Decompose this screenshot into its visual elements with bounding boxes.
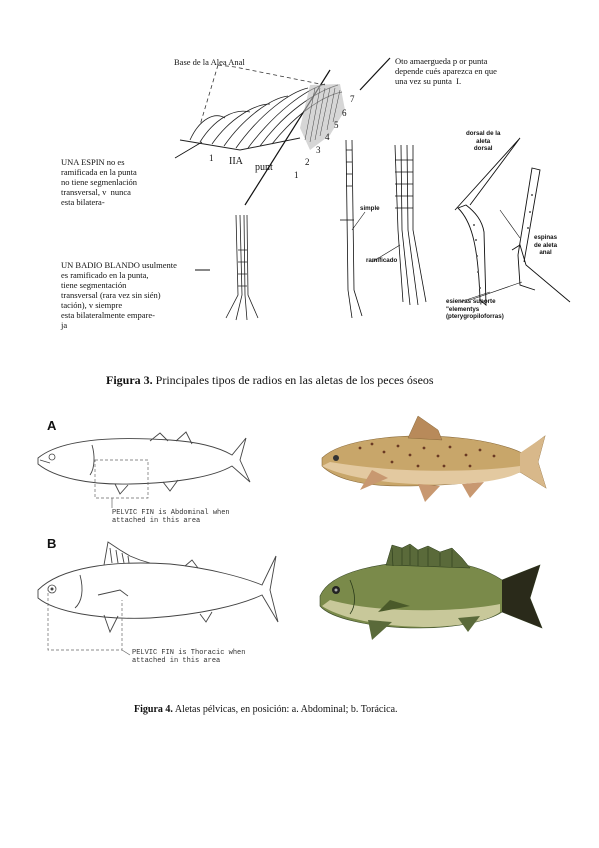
fish-a-eye bbox=[49, 454, 55, 460]
dorsal-label: dorsal de la aleta dorsal bbox=[466, 130, 501, 152]
panel-label-b: B bbox=[47, 536, 57, 551]
pelvic-fin-note-b: PELVIC FIN is Thoracic when attached in this area bbox=[132, 649, 246, 665]
simple-label: simple bbox=[360, 205, 380, 212]
ray-number-6: 6 bbox=[342, 108, 347, 118]
ray-number-7: 7 bbox=[350, 94, 355, 104]
ray-label-punt: punt bbox=[255, 162, 273, 173]
figure-4-caption-label: Figura 4. bbox=[134, 704, 173, 715]
fish-outline-a bbox=[38, 432, 250, 494]
fish-outline-b bbox=[38, 542, 278, 632]
figure-4-caption bbox=[134, 704, 398, 715]
oto-note: Oto amaergueda p or punta depende cués aparezca en que una vez su punta I. bbox=[395, 56, 497, 86]
ray-number-2: 2 bbox=[305, 157, 310, 167]
figure-3-caption-label: Figura 3. bbox=[106, 373, 153, 387]
ray-label-iia: IIA bbox=[229, 156, 243, 167]
ray-number-4: 4 bbox=[325, 132, 330, 142]
pelvic-fin-note-a: PELVIC FIN is Abdominal when attached in this area bbox=[112, 509, 230, 525]
ray-label-1: 1 bbox=[209, 153, 214, 163]
ray-number-5: 5 bbox=[334, 120, 339, 130]
panel-label-a: A bbox=[47, 418, 57, 433]
espin-note: UNA ESPIN no es ramificada en la punta no tiene segmenlación transversal, v nunca esta bilatera- bbox=[61, 157, 138, 207]
ramificado-label: ramificado bbox=[366, 257, 398, 264]
base-label: Base de la Alea Anal bbox=[174, 57, 245, 67]
figure-4-caption-text: Aletas pélvicas, en posición: a. Abdominal; b. Torácica. bbox=[172, 704, 398, 715]
pelvic-area-b bbox=[48, 588, 122, 650]
ray-number-3: 3 bbox=[316, 145, 321, 155]
trout-illustration bbox=[322, 416, 546, 502]
soporte-label: esienras suporte "elementys (pterygropiloforras) bbox=[446, 298, 504, 320]
badio-note: UN BADIO BLANDO usulmente es ramificado en la punta, tiene segmentación transversal (rara vez sin sién) tación), v siempre esta bilateralmente empare- ja bbox=[61, 260, 177, 330]
ray-number-1: 1 bbox=[294, 170, 299, 180]
espinas-label: espinas de aleta anal bbox=[534, 234, 558, 256]
figure-3-caption-text: Principales tipos de radios en las aletas de los peces óseos bbox=[152, 373, 434, 387]
bass-illustration bbox=[320, 544, 542, 640]
